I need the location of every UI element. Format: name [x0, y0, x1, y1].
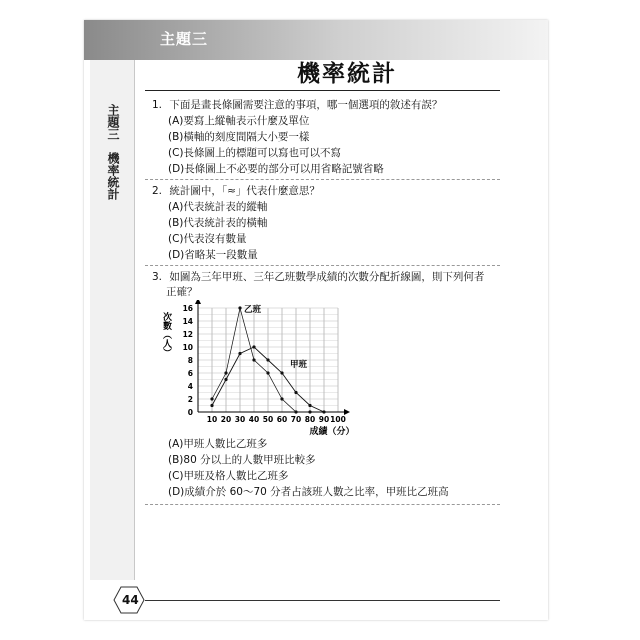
- data-point: [322, 410, 325, 413]
- data-point: [280, 371, 283, 374]
- data-point: [238, 352, 241, 355]
- q3-option-d: (D)成績介於 60～70 分者占該班人數之比率，甲班比乙班高: [168, 486, 449, 498]
- q2-option-d: (D)省略某一段數量: [168, 249, 258, 261]
- data-point: [294, 391, 297, 394]
- data-point: [308, 410, 311, 413]
- question-number: 2.: [152, 185, 163, 197]
- title-divider: [145, 90, 500, 91]
- q3-option-b: (B)80 分以上的人數甲班比較多: [168, 454, 316, 466]
- data-point: [252, 358, 255, 361]
- y-tick-label: 16: [182, 304, 193, 313]
- q3-option-c: (C)甲班及格人數比乙班多: [168, 470, 289, 482]
- y-tick-label: 0: [187, 408, 193, 417]
- side-title: 主題三 機率統計: [106, 104, 120, 200]
- page-title: 機率統計: [297, 61, 397, 87]
- x-tick-label: 90: [318, 415, 330, 424]
- question-text: 如圖為三年甲班、三年乙班數學成績的次數分配折線圖，則下列何者: [169, 271, 485, 283]
- x-tick-label: 100: [330, 415, 346, 424]
- q1-option-b: (B)橫軸的刻度間隔大小要一樣: [168, 131, 310, 143]
- q1-option-a: (A)要寫上縱軸表示什麼及單位: [168, 115, 310, 127]
- data-point: [266, 358, 269, 361]
- data-point: [210, 397, 213, 400]
- data-point: [224, 378, 227, 381]
- data-point: [210, 404, 213, 407]
- x-axis-label: 成績（分）: [309, 427, 355, 437]
- q2-option-b: (B)代表統計表的橫軸: [168, 217, 268, 229]
- y-tick-label: 4: [187, 382, 193, 391]
- q2-option-c: (C)代表沒有數量: [168, 233, 247, 245]
- q1-option-d: (D)長條圖上不必要的部分可以用省略記號省略: [168, 163, 384, 175]
- question-divider: [145, 179, 500, 180]
- q1-option-c: (C)長條圖上的標題可以寫也可以不寫: [168, 147, 342, 159]
- data-point: [280, 397, 283, 400]
- x-tick-label: 10: [206, 415, 218, 424]
- q2-option-a: (A)代表統計表的縱軸: [168, 201, 268, 213]
- question-number: 3.: [152, 271, 163, 283]
- question-divider: [145, 504, 500, 505]
- frequency-line-chart: [160, 300, 360, 440]
- y-tick-label: 8: [187, 356, 193, 365]
- x-tick-label: 70: [290, 415, 302, 424]
- question-3: [152, 269, 484, 285]
- x-tick-label: 60: [276, 415, 288, 424]
- y-axis-arrow: [195, 300, 201, 304]
- series-label: 乙班: [244, 305, 262, 315]
- data-point: [224, 371, 227, 374]
- y-tick-label: 14: [182, 317, 193, 326]
- question-text: 下面是畫長條圖需要注意的事項，哪一個選項的敘述有誤？: [169, 99, 443, 111]
- data-point: [238, 306, 241, 309]
- topic-banner: [84, 20, 548, 60]
- x-tick-label: 40: [248, 415, 260, 424]
- y-axis-label: 次數（人）: [161, 312, 171, 357]
- x-tick-label: 20: [220, 415, 232, 424]
- topic-label: 主題三: [160, 30, 209, 48]
- page-number: 44: [122, 593, 139, 607]
- data-point: [266, 371, 269, 374]
- question-divider: [145, 265, 500, 266]
- question-number: 1.: [152, 99, 163, 111]
- footer-line: [145, 600, 500, 601]
- data-point: [252, 345, 255, 348]
- series-label: 甲班: [290, 360, 308, 370]
- x-tick-label: 80: [304, 415, 316, 424]
- data-point: [308, 404, 311, 407]
- data-point: [294, 410, 297, 413]
- y-tick-label: 6: [187, 369, 193, 378]
- q3-option-a: (A)甲班人數比乙班多: [168, 438, 268, 450]
- y-tick-label: 2: [187, 395, 193, 404]
- x-tick-label: 50: [262, 415, 274, 424]
- y-tick-label: 12: [182, 330, 193, 339]
- y-tick-label: 10: [182, 343, 193, 352]
- question-3-line2: 正確？: [166, 286, 198, 298]
- question-2: [152, 183, 320, 199]
- question-1: [152, 97, 442, 113]
- x-tick-label: 30: [234, 415, 246, 424]
- question-text: 統計圖中，「≈」代表什麼意思？: [169, 185, 320, 197]
